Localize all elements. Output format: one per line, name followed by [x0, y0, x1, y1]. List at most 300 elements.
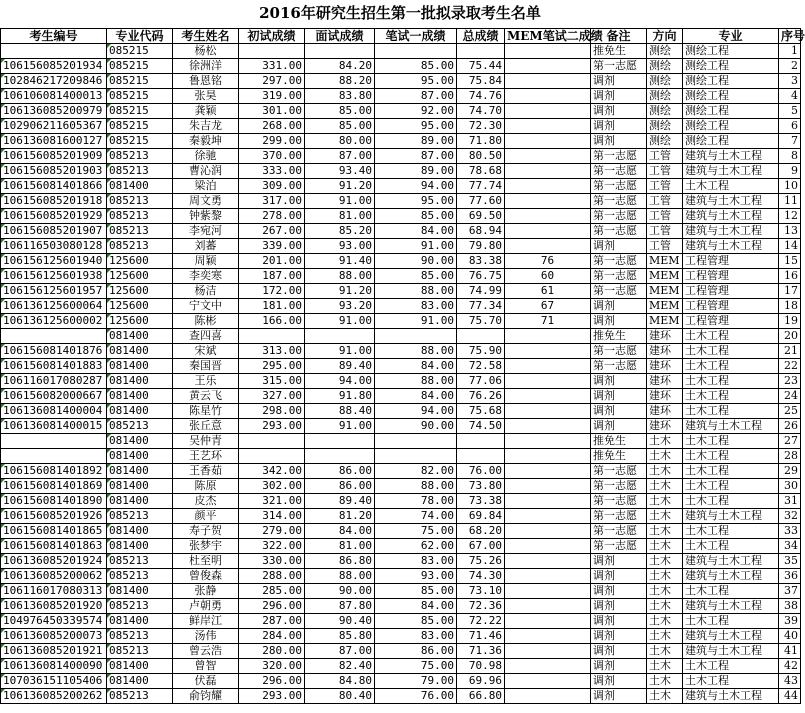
table-row	[1, 359, 801, 374]
cell-exam-id: 106156081401869	[1, 479, 107, 494]
cell-direction: 土木	[647, 554, 683, 569]
header-interview-score: 面试成绩	[305, 29, 375, 44]
cell-interview-score: 88.20	[305, 74, 375, 89]
cell-written-score-1: 92.00	[375, 104, 457, 119]
cell-major-code: 081400	[107, 359, 173, 374]
cell-seq-no: 38	[779, 599, 801, 614]
cell-major-code: 081400	[107, 614, 173, 629]
cell-major-code: 085213	[107, 509, 173, 524]
cell-total-score: 72.30	[457, 119, 505, 134]
cell-initial-score: 295.00	[239, 359, 305, 374]
cell-written-score-1: 85.00	[375, 269, 457, 284]
cell-total-score: 71.36	[457, 644, 505, 659]
cell-seq-no: 40	[779, 629, 801, 644]
cell-exam-id: 106136085200979	[1, 104, 107, 119]
cell-mem-written-score-2	[505, 59, 591, 74]
cell-total-score: 74.30	[457, 569, 505, 584]
cell-mem-written-score-2	[505, 494, 591, 509]
cell-written-score-1: 88.00	[375, 344, 457, 359]
cell-exam-id: 106156082000667	[1, 389, 107, 404]
cell-mem-written-score-2	[505, 584, 591, 599]
cell-interview-score: 93.00	[305, 239, 375, 254]
table-row	[1, 524, 801, 539]
cell-mem-written-score-2: 76	[505, 254, 591, 269]
cell-name: 杜至明	[173, 554, 239, 569]
cell-written-score-1: 95.00	[375, 194, 457, 209]
cell-seq-no: 18	[779, 299, 801, 314]
cell-direction: 建环	[647, 359, 683, 374]
cell-interview-score: 90.00	[305, 584, 375, 599]
cell-major: 土木工程	[683, 404, 779, 419]
cell-interview-score: 90.40	[305, 614, 375, 629]
cell-name: 梁泊	[173, 179, 239, 194]
cell-exam-id: 106156085201909	[1, 149, 107, 164]
cell-mem-written-score-2	[505, 659, 591, 674]
cell-initial-score: 322.00	[239, 539, 305, 554]
cell-initial-score: 267.00	[239, 224, 305, 239]
cell-total-score: 74.50	[457, 419, 505, 434]
cell-major-code: 081400	[107, 404, 173, 419]
cell-mem-written-score-2	[505, 479, 591, 494]
cell-interview-score: 84.20	[305, 59, 375, 74]
cell-total-score: 76.00	[457, 464, 505, 479]
cell-seq-no: 12	[779, 209, 801, 224]
header-direction: 方向	[647, 29, 683, 44]
table-row	[1, 644, 801, 659]
cell-name: 吴仲青	[173, 434, 239, 449]
cell-remark: 调剂	[591, 644, 647, 659]
cell-mem-written-score-2	[505, 119, 591, 134]
cell-mem-written-score-2	[505, 164, 591, 179]
cell-remark: 调剂	[591, 689, 647, 704]
cell-name: 颜平	[173, 509, 239, 524]
cell-remark: 调剂	[591, 419, 647, 434]
cell-direction: MEM	[647, 314, 683, 329]
cell-direction: 测绘	[647, 104, 683, 119]
cell-name: 龚颖	[173, 104, 239, 119]
cell-written-score-1: 83.00	[375, 629, 457, 644]
cell-major: 建筑与土木工程	[683, 644, 779, 659]
cell-seq-no: 21	[779, 344, 801, 359]
cell-name: 杨洁	[173, 284, 239, 299]
cell-seq-no: 33	[779, 524, 801, 539]
cell-major: 土木工程	[683, 449, 779, 464]
cell-name: 宁文中	[173, 299, 239, 314]
cell-written-score-1: 85.00	[375, 584, 457, 599]
cell-remark: 推免生	[591, 449, 647, 464]
cell-exam-id: 106156125601940	[1, 254, 107, 269]
cell-interview-score: 85.00	[305, 119, 375, 134]
cell-exam-id: 106156081401865	[1, 524, 107, 539]
cell-initial-score: 298.00	[239, 404, 305, 419]
cell-name: 曹沁润	[173, 164, 239, 179]
cell-total-score: 73.80	[457, 479, 505, 494]
cell-seq-no: 1	[779, 44, 801, 59]
cell-total-score: 75.70	[457, 314, 505, 329]
table-row	[1, 464, 801, 479]
cell-major-code: 085213	[107, 224, 173, 239]
cell-name: 钟紫黎	[173, 209, 239, 224]
cell-exam-id: 106156125601938	[1, 269, 107, 284]
table-row	[1, 689, 801, 704]
table-row	[1, 89, 801, 104]
cell-mem-written-score-2	[505, 524, 591, 539]
cell-exam-id	[1, 434, 107, 449]
table-row	[1, 344, 801, 359]
cell-interview-score: 89.40	[305, 359, 375, 374]
cell-mem-written-score-2	[505, 74, 591, 89]
cell-major-code: 085213	[107, 164, 173, 179]
cell-major: 土木工程	[683, 359, 779, 374]
cell-remark: 调剂	[591, 134, 647, 149]
cell-major: 建筑与土木工程	[683, 569, 779, 584]
cell-total-score: 73.38	[457, 494, 505, 509]
cell-total-score: 83.38	[457, 254, 505, 269]
cell-remark: 第一志愿	[591, 194, 647, 209]
cell-remark: 推免生	[591, 434, 647, 449]
cell-initial-score	[239, 449, 305, 464]
cell-seq-no: 16	[779, 269, 801, 284]
table-row	[1, 569, 801, 584]
cell-major-code: 085213	[107, 194, 173, 209]
table-row	[1, 104, 801, 119]
cell-name: 张丘意	[173, 419, 239, 434]
cell-remark: 第一志愿	[591, 479, 647, 494]
cell-seq-no: 8	[779, 149, 801, 164]
cell-direction: 土木	[647, 689, 683, 704]
cell-total-score: 74.70	[457, 104, 505, 119]
cell-interview-score: 91.20	[305, 179, 375, 194]
cell-interview-score: 82.40	[305, 659, 375, 674]
cell-exam-id: 106136081400090	[1, 659, 107, 674]
cell-major: 工程管理	[683, 314, 779, 329]
cell-total-score: 75.44	[457, 59, 505, 74]
cell-mem-written-score-2	[505, 149, 591, 164]
table-row	[1, 284, 801, 299]
cell-initial-score: 278.00	[239, 209, 305, 224]
cell-interview-score: 91.00	[305, 314, 375, 329]
table-row	[1, 164, 801, 179]
cell-name: 陈原	[173, 479, 239, 494]
cell-major: 工程管理	[683, 254, 779, 269]
cell-interview-score: 81.00	[305, 209, 375, 224]
table-row	[1, 494, 801, 509]
cell-remark: 第一志愿	[591, 149, 647, 164]
table-row	[1, 314, 801, 329]
cell-written-score-1	[375, 434, 457, 449]
cell-mem-written-score-2	[505, 539, 591, 554]
table-row	[1, 194, 801, 209]
cell-major-code: 085215	[107, 104, 173, 119]
cell-mem-written-score-2	[505, 509, 591, 524]
cell-initial-score: 288.00	[239, 569, 305, 584]
cell-direction: MEM	[647, 269, 683, 284]
cell-mem-written-score-2: 61	[505, 284, 591, 299]
cell-major: 土木工程	[683, 659, 779, 674]
cell-written-score-1: 84.00	[375, 389, 457, 404]
cell-remark: 调剂	[591, 389, 647, 404]
cell-mem-written-score-2	[505, 179, 591, 194]
cell-exam-id: 102906211605367	[1, 119, 107, 134]
table-row	[1, 299, 801, 314]
cell-name: 秦毅坤	[173, 134, 239, 149]
cell-direction: 土木	[647, 509, 683, 524]
cell-direction: 测绘	[647, 89, 683, 104]
cell-exam-id: 104976450339574	[1, 614, 107, 629]
cell-total-score: 69.50	[457, 209, 505, 224]
cell-seq-no: 17	[779, 284, 801, 299]
cell-major-code: 125600	[107, 314, 173, 329]
cell-initial-score: 315.00	[239, 374, 305, 389]
cell-exam-id: 106136081600127	[1, 134, 107, 149]
page-title: 2016年研究生招生第一批拟录取考生名单	[259, 4, 541, 22]
cell-initial-score: 301.00	[239, 104, 305, 119]
cell-major-code: 085215	[107, 44, 173, 59]
cell-direction: 测绘	[647, 134, 683, 149]
cell-initial-score: 280.00	[239, 644, 305, 659]
cell-exam-id: 106136085200073	[1, 629, 107, 644]
cell-interview-score: 91.40	[305, 254, 375, 269]
cell-seq-no: 9	[779, 164, 801, 179]
cell-total-score	[457, 44, 505, 59]
cell-mem-written-score-2	[505, 374, 591, 389]
cell-total-score	[457, 329, 505, 344]
cell-remark: 推免生	[591, 329, 647, 344]
cell-written-score-1: 75.00	[375, 659, 457, 674]
cell-name: 查四喜	[173, 329, 239, 344]
cell-interview-score: 88.00	[305, 269, 375, 284]
cell-seq-no: 36	[779, 569, 801, 584]
cell-exam-id: 106156085201926	[1, 509, 107, 524]
cell-seq-no: 11	[779, 194, 801, 209]
cell-written-score-1	[375, 44, 457, 59]
cell-direction: 工管	[647, 164, 683, 179]
cell-interview-score: 86.00	[305, 479, 375, 494]
cell-exam-id: 106136081400004	[1, 404, 107, 419]
cell-seq-no: 42	[779, 659, 801, 674]
table-row	[1, 659, 801, 674]
cell-direction: 土木	[647, 524, 683, 539]
cell-initial-score: 309.00	[239, 179, 305, 194]
cell-total-score	[457, 449, 505, 464]
cell-name: 秦国晋	[173, 359, 239, 374]
cell-exam-id: 102846217209846	[1, 74, 107, 89]
cell-initial-score: 320.00	[239, 659, 305, 674]
header-seq-no: 序号	[779, 29, 801, 44]
cell-total-score: 69.96	[457, 674, 505, 689]
cell-mem-written-score-2	[505, 449, 591, 464]
cell-major-code: 081400	[107, 479, 173, 494]
cell-written-score-1: 83.00	[375, 554, 457, 569]
cell-total-score: 72.22	[457, 614, 505, 629]
cell-written-score-1: 90.00	[375, 419, 457, 434]
cell-interview-score: 88.40	[305, 404, 375, 419]
cell-initial-score: 187.00	[239, 269, 305, 284]
cell-seq-no: 13	[779, 224, 801, 239]
cell-exam-id: 106156085201929	[1, 209, 107, 224]
cell-major-code: 081400	[107, 329, 173, 344]
cell-direction: 测绘	[647, 74, 683, 89]
cell-written-score-1: 76.00	[375, 689, 457, 704]
cell-major: 建筑与土木工程	[683, 239, 779, 254]
cell-name: 曾智	[173, 659, 239, 674]
cell-major: 土木工程	[683, 389, 779, 404]
cell-major: 土木工程	[683, 539, 779, 554]
cell-exam-id: 106156081401892	[1, 464, 107, 479]
cell-remark: 调剂	[591, 674, 647, 689]
cell-written-score-1: 79.00	[375, 674, 457, 689]
cell-written-score-1: 82.00	[375, 464, 457, 479]
cell-major: 建筑与土木工程	[683, 164, 779, 179]
table-row	[1, 119, 801, 134]
cell-major-code: 081400	[107, 494, 173, 509]
cell-initial-score: 319.00	[239, 89, 305, 104]
cell-exam-id: 106116017080313	[1, 584, 107, 599]
cell-interview-score: 86.00	[305, 464, 375, 479]
cell-written-score-1: 84.00	[375, 599, 457, 614]
cell-name: 徐洲洋	[173, 59, 239, 74]
cell-major: 土木工程	[683, 674, 779, 689]
cell-seq-no: 34	[779, 539, 801, 554]
cell-written-score-1: 84.00	[375, 224, 457, 239]
cell-written-score-1: 88.00	[375, 479, 457, 494]
cell-direction: 测绘	[647, 119, 683, 134]
cell-written-score-1: 62.00	[375, 539, 457, 554]
cell-initial-score: 321.00	[239, 494, 305, 509]
cell-remark: 调剂	[591, 629, 647, 644]
cell-direction: 工管	[647, 239, 683, 254]
cell-direction: 土木	[647, 674, 683, 689]
table-row	[1, 134, 801, 149]
cell-major: 土木工程	[683, 179, 779, 194]
cell-name: 王乐	[173, 374, 239, 389]
cell-interview-score: 84.80	[305, 674, 375, 689]
cell-total-score: 78.68	[457, 164, 505, 179]
cell-interview-score: 89.40	[305, 494, 375, 509]
cell-mem-written-score-2	[505, 194, 591, 209]
cell-seq-no: 23	[779, 374, 801, 389]
cell-total-score: 69.84	[457, 509, 505, 524]
cell-mem-written-score-2	[505, 134, 591, 149]
cell-total-score: 77.74	[457, 179, 505, 194]
cell-major: 测绘工程	[683, 119, 779, 134]
cell-initial-score: 331.00	[239, 59, 305, 74]
cell-exam-id: 106156085201934	[1, 59, 107, 74]
cell-written-score-1: 94.00	[375, 179, 457, 194]
cell-mem-written-score-2	[505, 689, 591, 704]
table-row	[1, 629, 801, 644]
cell-name: 皮杰	[173, 494, 239, 509]
cell-mem-written-score-2	[505, 419, 591, 434]
cell-written-score-1: 85.00	[375, 209, 457, 224]
cell-exam-id: 106136125600064	[1, 299, 107, 314]
cell-mem-written-score-2	[505, 344, 591, 359]
cell-name: 张昊	[173, 89, 239, 104]
cell-remark: 调剂	[591, 659, 647, 674]
cell-name: 张静	[173, 584, 239, 599]
cell-name: 周颖	[173, 254, 239, 269]
cell-initial-score	[239, 434, 305, 449]
cell-direction: MEM	[647, 254, 683, 269]
table-row	[1, 269, 801, 284]
cell-initial-score: 284.00	[239, 629, 305, 644]
cell-interview-score	[305, 434, 375, 449]
cell-interview-score: 80.40	[305, 689, 375, 704]
cell-major-code: 085213	[107, 554, 173, 569]
header-written-score-1: 笔试一成绩	[375, 29, 457, 44]
cell-seq-no: 31	[779, 494, 801, 509]
cell-initial-score: 181.00	[239, 299, 305, 314]
cell-major-code: 081400	[107, 374, 173, 389]
cell-mem-written-score-2	[505, 389, 591, 404]
cell-remark: 第一志愿	[591, 494, 647, 509]
cell-name: 刘蕃	[173, 239, 239, 254]
cell-seq-no: 39	[779, 614, 801, 629]
cell-remark: 第一志愿	[591, 254, 647, 269]
cell-name: 朱吉龙	[173, 119, 239, 134]
cell-interview-score: 81.00	[305, 539, 375, 554]
cell-major: 测绘工程	[683, 44, 779, 59]
cell-initial-score: 293.00	[239, 689, 305, 704]
cell-exam-id: 106136081400015	[1, 419, 107, 434]
cell-major: 工程管理	[683, 269, 779, 284]
cell-major-code: 081400	[107, 524, 173, 539]
cell-exam-id: 106156085201918	[1, 194, 107, 209]
cell-remark: 调剂	[591, 119, 647, 134]
cell-exam-id: 106116017080287	[1, 374, 107, 389]
cell-name: 杨松	[173, 44, 239, 59]
cell-name: 俞钧耀	[173, 689, 239, 704]
cell-major-code: 085213	[107, 599, 173, 614]
cell-name: 汤伟	[173, 629, 239, 644]
cell-total-score: 79.80	[457, 239, 505, 254]
cell-mem-written-score-2: 60	[505, 269, 591, 284]
cell-direction: 工管	[647, 149, 683, 164]
cell-interview-score: 85.80	[305, 629, 375, 644]
cell-direction: 工管	[647, 179, 683, 194]
cell-mem-written-score-2	[505, 434, 591, 449]
cell-direction: 土木	[647, 659, 683, 674]
cell-major: 建筑与土木工程	[683, 554, 779, 569]
cell-mem-written-score-2	[505, 104, 591, 119]
cell-total-score: 76.75	[457, 269, 505, 284]
cell-mem-written-score-2	[505, 89, 591, 104]
cell-seq-no: 35	[779, 554, 801, 569]
cell-written-score-1: 86.00	[375, 644, 457, 659]
cell-direction: 建环	[647, 374, 683, 389]
cell-interview-score: 91.00	[305, 419, 375, 434]
cell-seq-no: 26	[779, 419, 801, 434]
cell-initial-score: 268.00	[239, 119, 305, 134]
cell-initial-score: 313.00	[239, 344, 305, 359]
cell-exam-id: 106156081401876	[1, 344, 107, 359]
cell-major-code: 081400	[107, 179, 173, 194]
table-row	[1, 44, 801, 59]
cell-mem-written-score-2	[505, 404, 591, 419]
cell-remark: 调剂	[591, 104, 647, 119]
cell-seq-no: 37	[779, 584, 801, 599]
cell-total-score: 75.68	[457, 404, 505, 419]
cell-remark: 调剂	[591, 584, 647, 599]
cell-exam-id: 106136085201921	[1, 644, 107, 659]
cell-initial-score	[239, 44, 305, 59]
cell-major: 土木工程	[683, 329, 779, 344]
cell-total-score: 75.90	[457, 344, 505, 359]
cell-remark: 调剂	[591, 374, 647, 389]
cell-direction: 土木	[647, 629, 683, 644]
cell-major: 建筑与土木工程	[683, 194, 779, 209]
cell-remark: 调剂	[591, 74, 647, 89]
